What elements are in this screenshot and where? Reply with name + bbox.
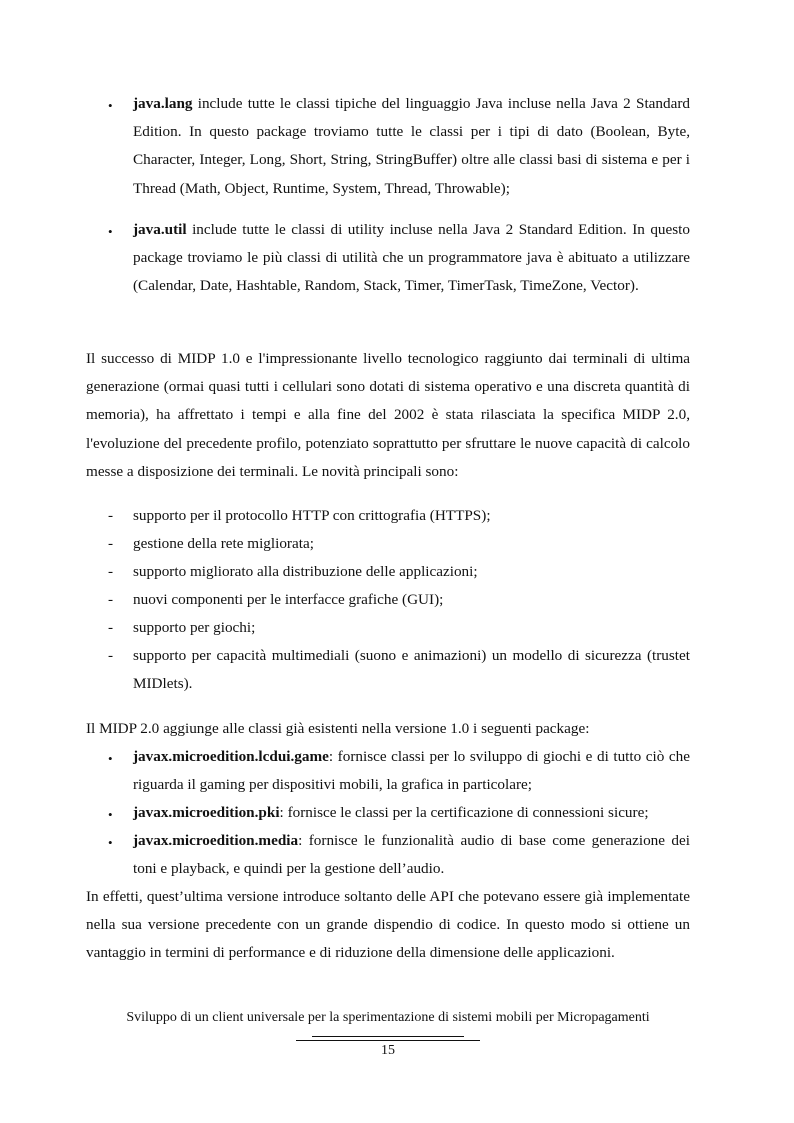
package-term: javax.microedition.media [133, 832, 299, 849]
page-number: 15 [381, 1043, 395, 1058]
list-item: supporto per capacità multimediali (suono e animazioni) un modello di sicurezza (trustet MIDlets). [133, 647, 690, 693]
list-item: supporto migliorato alla distribuzione delle applicazioni; [133, 563, 478, 580]
dash-marker: - [108, 619, 114, 636]
package-item-pki [133, 799, 690, 827]
dash-marker: - [108, 647, 114, 664]
list-item: supporto per giochi; [133, 619, 256, 636]
footer-title: Sviluppo di un client universale per la sperimentazione di sistemi mobili per Micropagamenti [126, 1010, 650, 1025]
package-term: javax.microedition.pki [133, 804, 280, 821]
bullet-term: java.lang [133, 95, 193, 112]
bullet-marker: • [108, 807, 113, 822]
bullet-item-java-lang [133, 90, 690, 203]
bullet-term: java.util [133, 221, 187, 238]
list-item: supporto per il protocollo HTTP con crittografia (HTTPS); [133, 507, 491, 524]
paragraph-packages: Il MIDP 2.0 aggiunge alle classi già esistenti nella versione 1.0 i seguenti package: [86, 720, 590, 737]
package-item-game [133, 743, 690, 799]
bullet-text: include tutte le classi tipiche del linguaggio Java incluse nella Java 2 Standard Edition. In questo package troviamo tutte le classi per i tipi di dato (Boolean, Byte, Character, Integer, Long, Short, String, StringBuffer) oltre alle classi basi di sistema e per i Thread (Math, Object, Runtime, System, Thread, Throwable); [133, 95, 690, 197]
package-text: : fornisce classi per lo sviluppo di giochi e di tutto ciò che riguarda il gaming per dispositivi mobili, la grafica in particolare; [133, 748, 690, 794]
dash-marker: - [108, 507, 114, 524]
list-item: gestione della rete migliorata; [133, 535, 314, 552]
package-text: : fornisce le classi per la certificazione di connessioni sicure; [279, 804, 649, 821]
bullet-item-java-util [133, 216, 690, 301]
paragraph-midp: Il successo di MIDP 1.0 e l'impressionante livello tecnologico raggiunto dai terminali di ultima generazione (ormai quasi tutti i cellulari sono dotati di sistema operativo e una discreta quantità di memoria), ha affrettato i tempi e alla fine del 2002 è stata rilasciata la specifica MIDP 2.0, l'evoluzione del precedente profilo, potenziato soprattutto per sfruttare le nuove capacità di calcolo messe a disposizione dei terminali. Le novità principali sono: [86, 350, 690, 480]
package-term: javax.microedition.lcdui.game [133, 748, 329, 765]
dash-marker: - [108, 591, 114, 608]
bullet-marker: • [108, 224, 113, 239]
paragraph-final: In effetti, quest’ultima versione introduce soltanto delle API che potevano essere già implementate nella sua versione precedente con un grande dispendio di codice. In questo modo si ottiene un vantaggio in termini di performance e di riduzione della dimensione delle applicazioni. [86, 888, 690, 962]
dash-marker: - [108, 563, 114, 580]
dash-marker: - [108, 535, 114, 552]
package-text: : fornisce le funzionalità audio di base come generazione dei toni e playback, e quindi per la gestione dell’audio. [133, 832, 690, 878]
bullet-text: include tutte le classi di utility incluse nella Java 2 Standard Edition. In questo package troviamo le più classi di utilità che un programmatore java è abituato a utilizzare (Calendar, Date, Hashtable, Random, Stack, Timer, TimerTask, TimeZone, Vector). [133, 221, 690, 295]
list-item: nuovi componenti per le interfacce grafiche (GUI); [133, 591, 444, 608]
bullet-marker: • [108, 751, 113, 766]
bullet-marker: • [108, 835, 113, 850]
bullet-marker: • [108, 98, 113, 113]
package-item-media [133, 827, 690, 883]
footer-divider [312, 1036, 464, 1037]
